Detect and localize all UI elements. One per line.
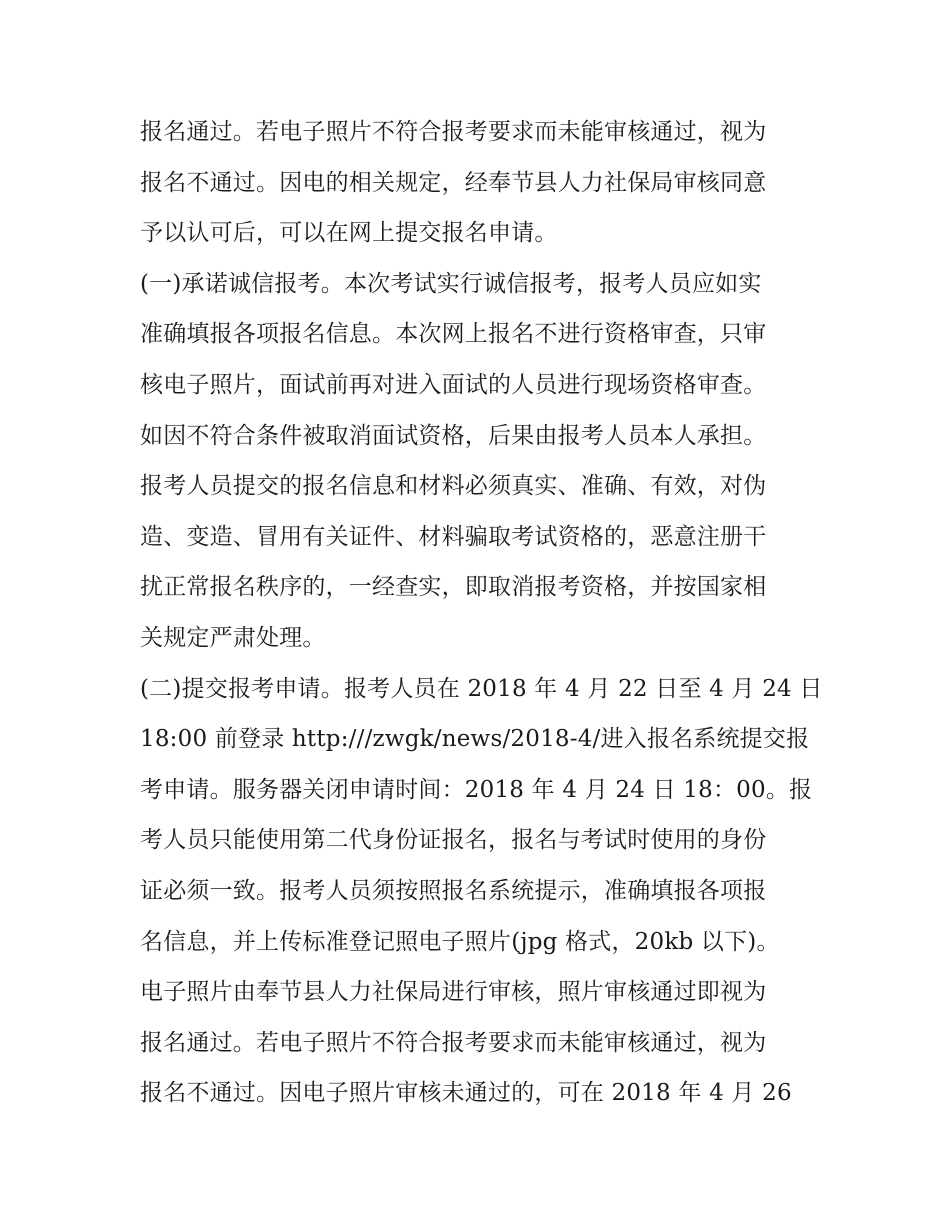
text-line: 考申请。服务器关闭申请时间：2018 年 4 月 24 日 18：00。报 <box>140 776 813 803</box>
text-line: 扰正常报名秩序的，一经查实，即取消报考资格，并按国家相 <box>140 574 767 601</box>
text-line: 名信息，并上传标准登记照电子照片(jpg 格式，20kb 以下)。 <box>140 928 780 955</box>
text-line: 18:00 前登录 http:///zwgk/news/2018-4/进入报名系统提交报 <box>140 726 810 753</box>
document-body <box>140 107 823 1119</box>
text-line: 核电子照片，面试前再对进入面试的人员进行现场资格审查。 <box>140 371 767 398</box>
text-line: 予以认可后，可以在网上提交报名申请。 <box>140 220 558 247</box>
text-line: (一)承诺诚信报考。本次考试实行诚信报考，报考人员应如实 <box>140 270 762 297</box>
text-line: 造、变造、冒用有关证件、材料骗取考试资格的，恶意注册干 <box>140 523 767 550</box>
text-line: 报名不通过。因电子照片审核未通过的，可在 2018 年 4 月 26 <box>140 1080 792 1107</box>
text-line: 考人员只能使用第二代身份证报名，报名与考试时使用的身份 <box>140 827 767 854</box>
text-line: 证必须一致。报考人员须按照报名系统提示，准确填报各项报 <box>140 877 767 904</box>
text-line: 如因不符合条件被取消面试资格，后果由报考人员本人承担。 <box>140 422 767 449</box>
text-line: 报名通过。若电子照片不符合报考要求而未能审核通过，视为 <box>140 119 767 145</box>
text-line: 报名通过。若电子照片不符合报考要求而未能审核通过，视为 <box>140 1029 767 1056</box>
text-line: 电子照片由奉节县人力社保局进行审核，照片审核通过即视为 <box>140 979 767 1006</box>
text-line: 准确填报各项报名信息。本次网上报名不进行资格审查，只审 <box>140 321 767 348</box>
text-line: 报考人员提交的报名信息和材料必须真实、准确、有效，对伪 <box>140 473 767 500</box>
text-line: 报名不通过。因电的相关规定，经奉节县人力社保局审核同意 <box>140 169 767 196</box>
text-line: (二)提交报考申请。报考人员在 2018 年 4 月 22 日至 4 月 24 日 <box>140 675 823 702</box>
text-line: 关规定严肃处理。 <box>140 624 326 651</box>
